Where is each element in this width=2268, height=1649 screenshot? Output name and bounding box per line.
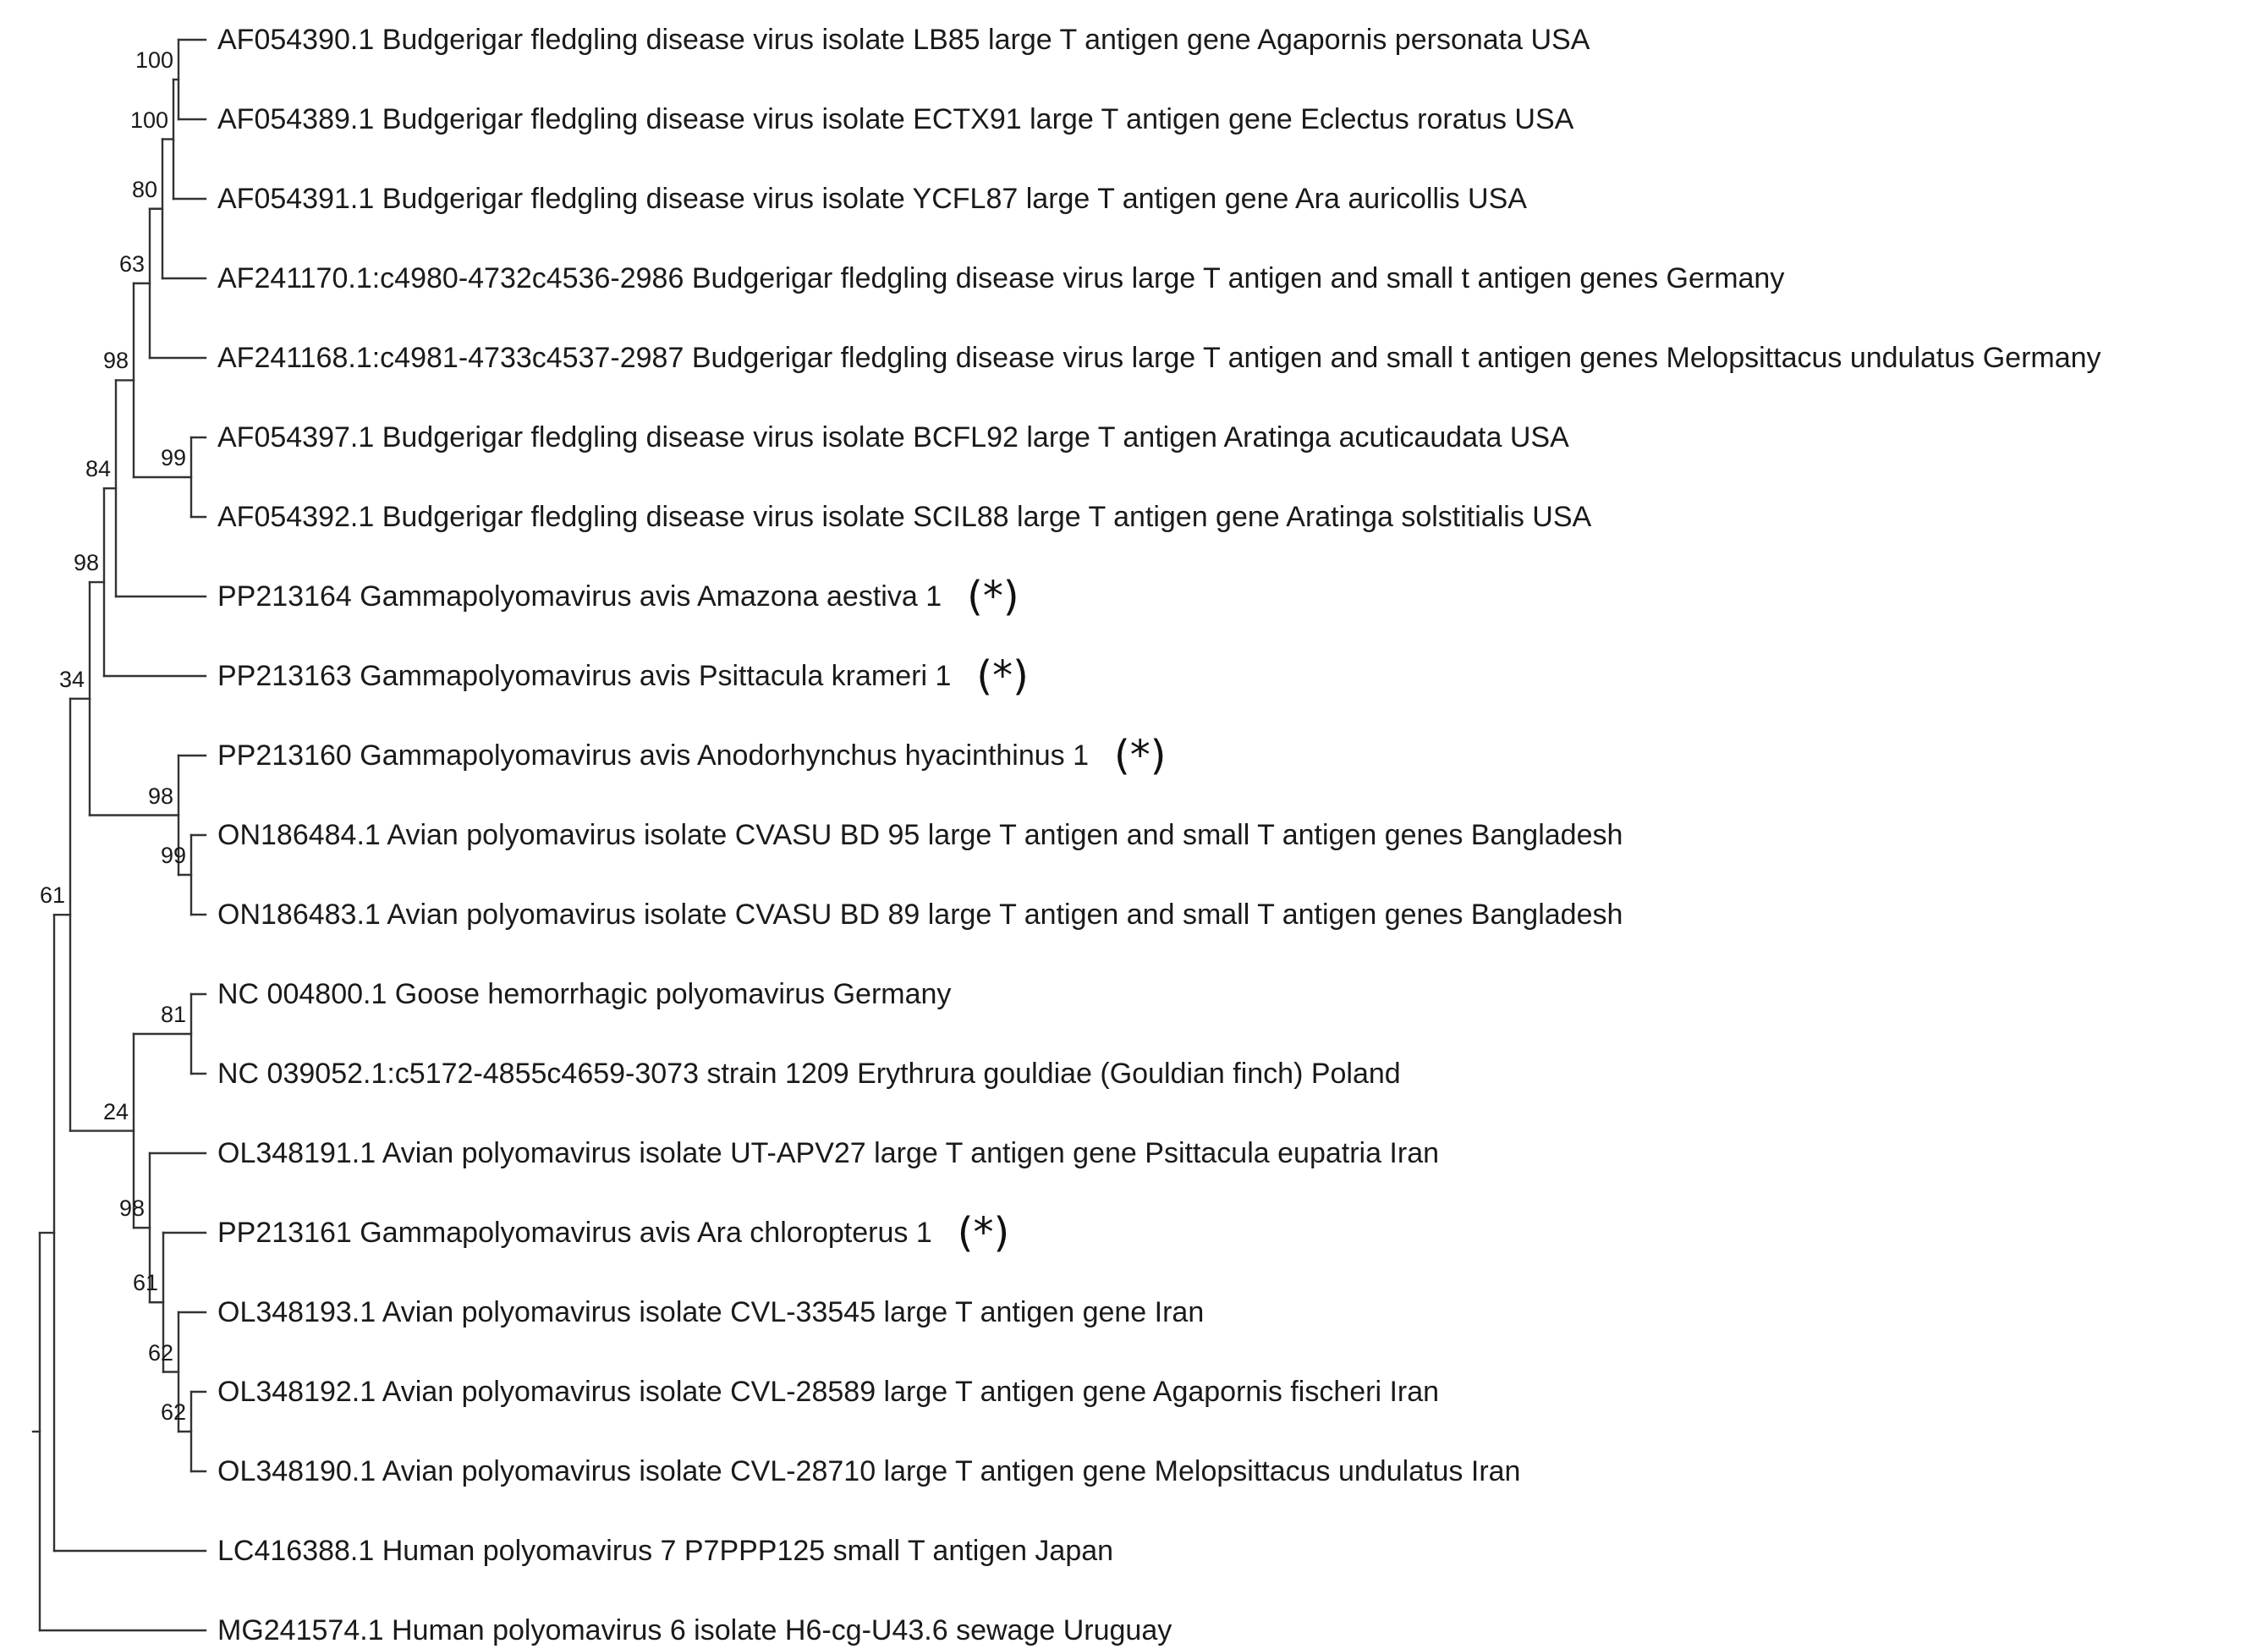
taxon-label: LC416388.1 Human polyomavirus 7 P7PPP125 small T antigen Japan [217,1535,1114,1567]
bootstrap-value: 24 [102,1098,129,1124]
bootstrap-value: 98 [102,348,129,374]
bootstrap-value: 84 [85,456,111,482]
bootstrap-value: 80 [131,176,157,202]
taxon-label: NC 039052.1:c5172-4855c4659-3073 strain 1209 Erythrura gouldiae (Gouldian finch) Poland [217,1058,1401,1090]
taxon-label: MG241574.1 Human polyomavirus 6 isolate H6-cg-U43.6 sewage Uruguay [217,1614,1172,1646]
highlight-marker: (*) [976,652,1029,700]
bootstrap-value: 100 [135,47,173,73]
taxon-label: PP213163 Gammapolyomavirus avis Psittacula krameri 1 [217,660,952,692]
taxon-label: AF241170.1:c4980-4732c4536-2986 Budgerigar fledgling disease virus large T antigen and small t antigen genes Germany [217,262,1785,294]
taxon-label: PP213161 Gammapolyomavirus avis Ara chloropterus 1 [217,1217,932,1249]
bootstrap-value: 99 [160,843,186,868]
taxon-label: ON186483.1 Avian polyomavirus isolate CVASU BD 89 large T antigen and small T antigen genes Bangladesh [217,899,1623,931]
taxon-label: AF054391.1 Budgerigar fledgling disease virus isolate YCFL87 large T antigen gene Ara auricollis USA [217,183,1527,215]
bootstrap-value: 100 [129,107,168,133]
bootstrap-value: 62 [160,1399,186,1425]
highlight-marker: (*) [967,573,1019,620]
taxon-label: OL348192.1 Avian polyomavirus isolate CVL-28589 large T antigen gene Agapornis fischeri Iran [217,1376,1440,1408]
highlight-marker: (*) [1114,732,1167,779]
taxon-label: AF054392.1 Budgerigar fledgling disease virus isolate SCIL88 large T antigen gene Aratinga solstitialis USA [217,501,1592,533]
taxon-label: OL348190.1 Avian polyomavirus isolate CVL-28710 large T antigen gene Melopsittacus undulatus Iran [217,1455,1521,1487]
bootstrap-value: 99 [160,445,186,470]
bootstrap-value: 98 [118,1196,145,1222]
taxon-label: AF241168.1:c4981-4733c4537-2987 Budgerigar fledgling disease virus large T antigen and small t antigen genes Melopsittacus undulatus Germany [217,342,2101,374]
taxon-label: AF054397.1 Budgerigar fledgling disease virus isolate BCFL92 large T antigen Aratinga acuticaudata USA [217,421,1569,453]
bootstrap-value: 98 [73,550,99,576]
taxon-label: PP213164 Gammapolyomavirus avis Amazona aestiva 1 [217,580,942,613]
highlight-marker: (*) [957,1209,1010,1256]
taxon-label: OL348193.1 Avian polyomavirus isolate CVL-33545 large T antigen gene Iran [217,1296,1205,1328]
bootstrap-value: 61 [132,1270,158,1296]
taxon-label: AF054389.1 Budgerigar fledgling disease virus isolate ECTX91 large T antigen gene Eclectus roratus USA [217,103,1574,135]
bootstrap-value: 62 [147,1339,173,1366]
taxon-label: OL348191.1 Avian polyomavirus isolate UT-APV27 large T antigen gene Psittacula eupatria Iran [217,1137,1440,1169]
taxon-label: PP213160 Gammapolyomavirus avis Anodorhynchus hyacinthinus 1 [217,739,1090,772]
bootstrap-value: 61 [39,882,65,909]
taxon-label: ON186484.1 Avian polyomavirus isolate CVASU BD 95 large T antigen and small T antigen genes Bangladesh [217,819,1623,851]
taxon-label: NC 004800.1 Goose hemorrhagic polyomavirus Germany [217,978,952,1010]
bootstrap-value: 81 [160,1002,186,1027]
taxon-label: AF054390.1 Budgerigar fledgling disease virus isolate LB85 large T antigen gene Agapornis personata USA [217,24,1590,56]
bootstrap-value: 34 [58,666,85,692]
bootstrap-value: 98 [147,783,173,809]
bootstrap-value: 63 [118,250,145,277]
